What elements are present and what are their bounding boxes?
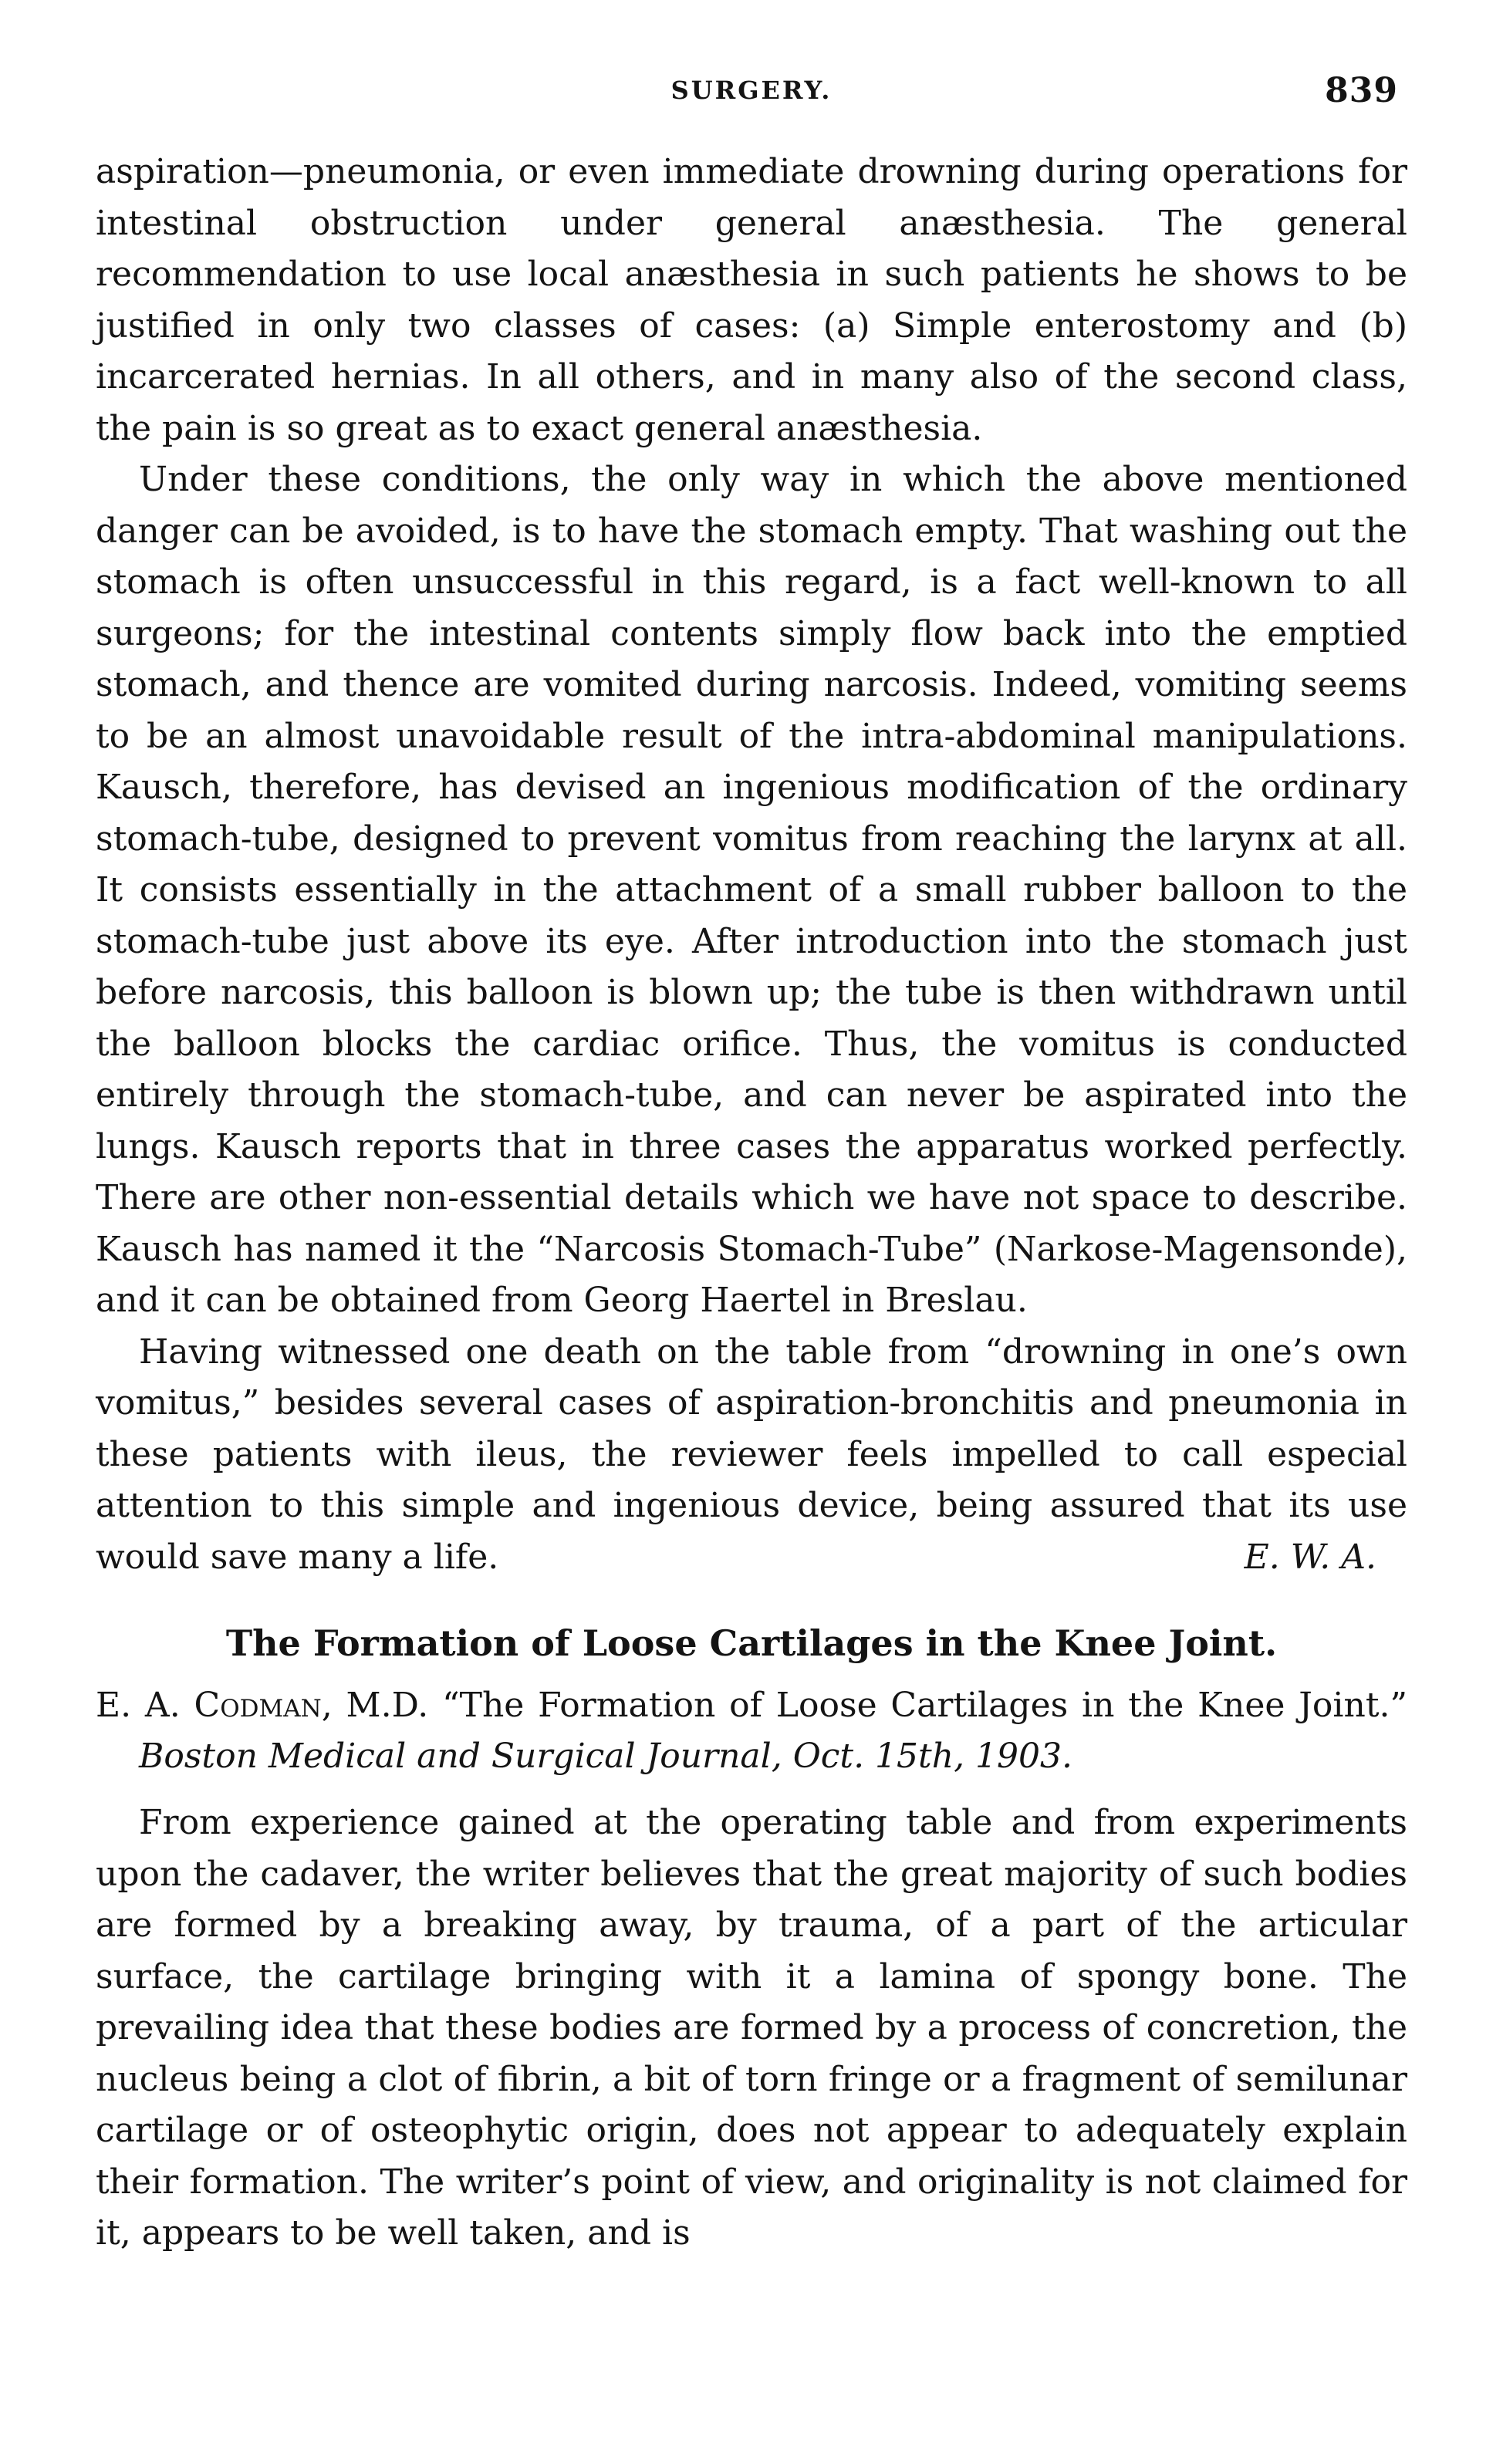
page-number: 839 (1325, 71, 1398, 110)
section-paragraph: From experience gained at the operating table and from experiments upon the cadaver, the writer believes that the great majority of such bodies are formed by a breaking away, by trauma, of a part of the articular surface, the cartilage bringing with it a lamina of spongy bone. The prevailing idea that these bodies are formed by a process of concretion, the nucleus being a clot of fibrin, a bit of torn fringe or a fragment of semilunar cartilage or of osteophytic origin, does not appear to adequately explain their formation. The writer’s point of view, and originality is not claimed for it, appears to be well taken, and is (96, 1803, 1407, 2253)
page-body (96, 147, 1407, 2260)
paragraph-1: aspiration—pneumonia, or even immediate drowning during operations for intestinal obstruction under general anæsthesia. The general recommendation to use local anæsthesia in such patients he shows to be justified in only two classes of cases: (a) Simple enterostomy and (b) incarcerated hernias. In all others, and in many also of the second class, the pain is so great as to exact general anæsthesia. (96, 152, 1407, 448)
paragraph-3 (96, 1327, 1407, 1584)
citation-title: “The Formation of Loose Cartilages in the Knee Joint.” (428, 1686, 1407, 1725)
reviewer-initials: E. W. A. (1244, 1537, 1376, 1577)
citation (96, 1680, 1407, 1782)
running-head (96, 68, 1407, 130)
citation-journal: Boston Medical and Surgical Journal, Oct. 15th, 1903. (139, 1737, 1072, 1776)
paragraph-2: Under these conditions, the only way in which the above mentioned danger can be avoided, is to have the stomach empty. That washing out the stomach is often unsuccessful in this regard, is a fact well-known to all surgeons; for the intestinal contents simply flow back into the emptied stomach, and thence are vomited during narcosis. Indeed, vomiting seems to be an almost unavoidable result of the intra-abdominal manipulations. Kausch, therefore, has devised an ingenious modification of the ordinary stomach-tube, designed to prevent vomitus from reaching the larynx at all. It consists essentially in the attachment of a small rubber balloon to the stomach-tube just above its eye. After introduction into the stomach just before narcosis, this balloon is blown up; the tube is then withdrawn until the balloon blocks the cardiac orifice. Thus, the vomitus is conducted entirely through the stomach-tube, and can never be aspirated into the lungs. Kausch reports that in three cases the apparatus worked perfectly. There are other non-essential details which we have not space to describe. Kausch has named it the “Narcosis Stomach-Tube” (Narkose-Magensonde), and it can be obtained from Georg Haertel in Breslau. (96, 460, 1407, 1320)
running-title: SURGERY. (670, 76, 833, 105)
paragraph-3-text: Having witnessed one death on the table from “drowning in one’s own vomitus,” besides several cases of aspiration-bronchitis and pneumonia in these patients with ileus, the reviewer feels impelled to call especial attention to this simple and ingenious device, being assured that its use would save many a life. (96, 1332, 1407, 1577)
citation-author: E. A. Codman, M.D. (96, 1686, 429, 1725)
section-heading: The Formation of Loose Cartilages in the Knee Joint. (225, 1622, 1278, 1664)
